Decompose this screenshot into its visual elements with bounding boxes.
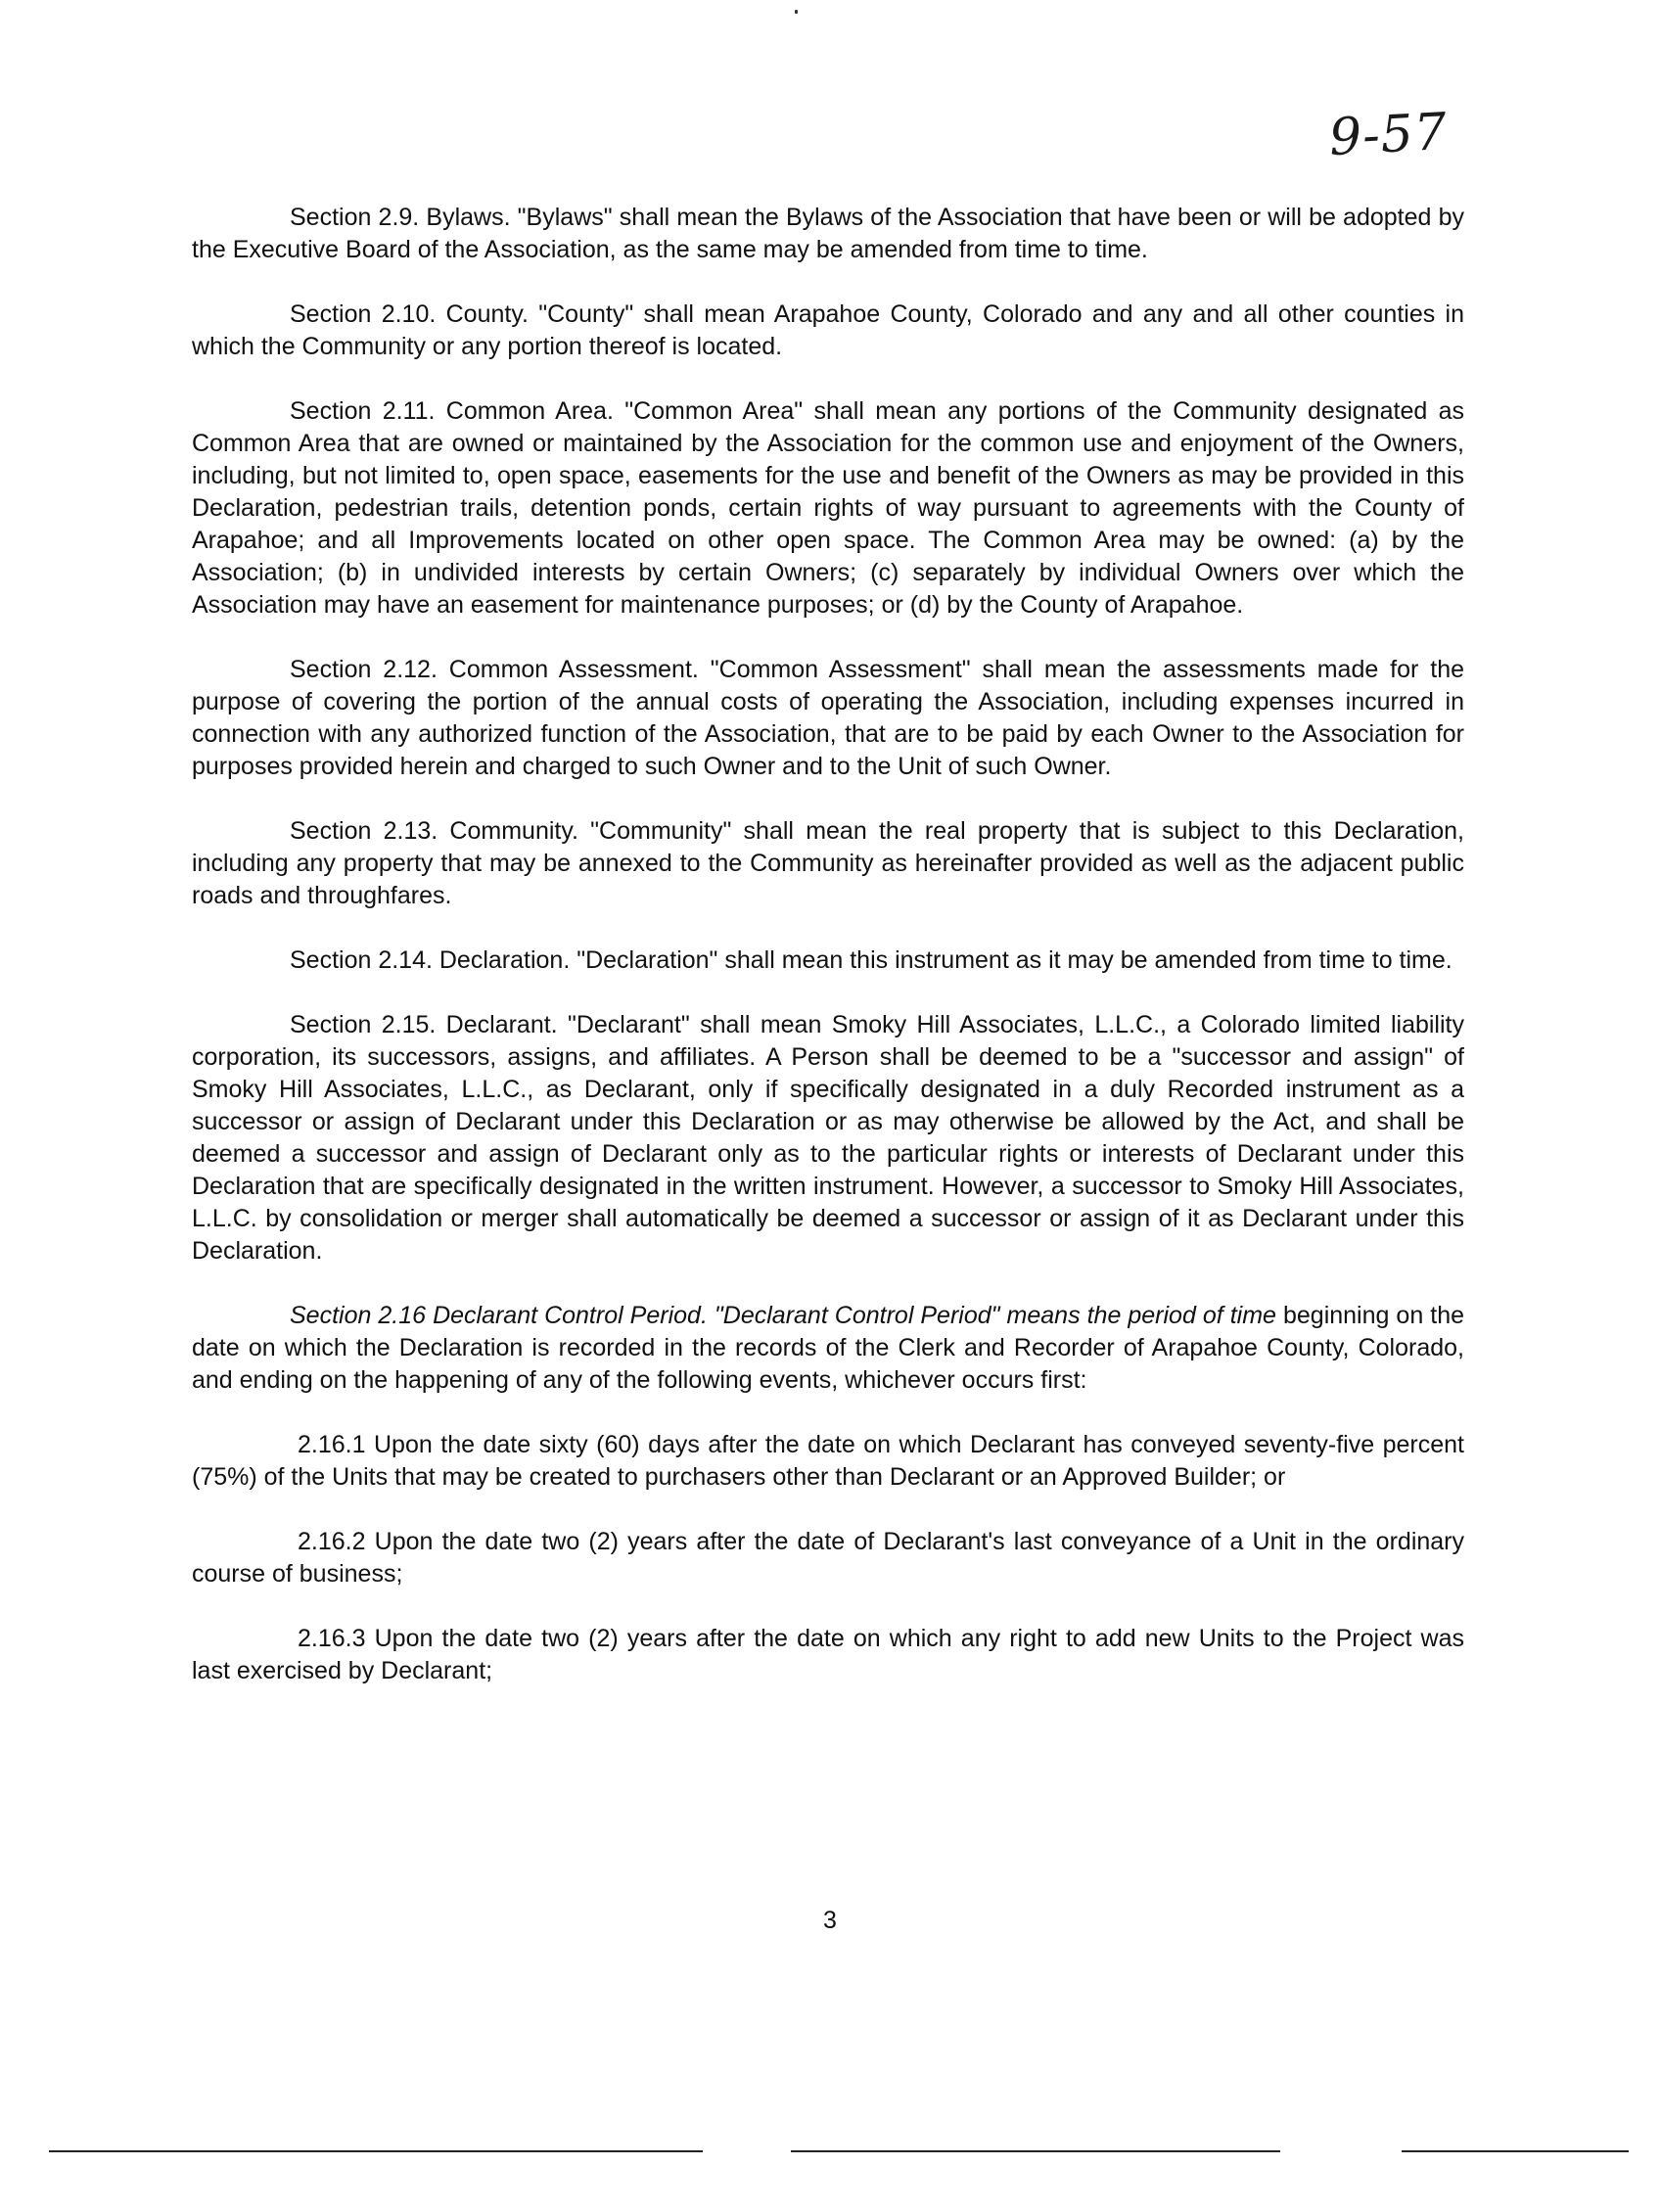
subsection-number: 2.16.3 <box>298 1625 366 1652</box>
section-text: "Common Assessment" shall mean the assessments made for the purpose of covering the portion of the annual costs of operating the Association, including expenses incurred in connection with any authorized function of the Association, that are to be paid by each Owner to the Association for purposes provided herein and charged to such Owner and to the Unit of such Owner. <box>192 656 1465 780</box>
scan-edge-line-center <box>791 2150 1280 2152</box>
section-lead: Section 2.11. Common Area. <box>290 397 614 425</box>
scan-speck <box>795 10 798 14</box>
section-text: "Common Area" shall mean any portions of the Community designated as Common Area that are owned or maintained by the Association for the common use and enjoyment of the Owners, including, but not limited to, open space, easements for the use and benefit of the Owners as may be provided in this Declaration, pedestrian trails, detention ponds, certain rights of way pursuant to agreements with the County of Arapahoe; and all Improvements located on other open space. The Common Area may be owned: (a) by the Association; (b) in undivided interests by certain Owners; (c) separately by individual Owners over which the Association may have an easement for maintenance purposes; or (d) by the County of Arapahoe. <box>192 397 1465 619</box>
document-body <box>192 202 1464 1720</box>
subsection-2-16-1 <box>192 1429 1464 1494</box>
section-2-9-bylaws <box>192 202 1464 266</box>
page-number: 3 <box>823 1907 837 1934</box>
section-2-11-common-area <box>192 395 1464 622</box>
handwritten-page-note: 9-57 <box>1327 102 1450 168</box>
section-2-12-common-assessment <box>192 654 1464 783</box>
section-text: beginning on the date on which the Declaration is recorded in the records of the Clerk and Recorder of Arapahoe County, Colorado, and ending on the happening of any of the following events, whichever occurs first: <box>192 1302 1465 1394</box>
section-text: "Bylaws" shall mean the Bylaws of the Association that have been or will be adopted by the Executive Board of the Association, as the same may be amended from time to time. <box>192 204 1464 263</box>
section-text: "Community" shall mean the real property that is subject to this Declaration, including any property that may be annexed to the Community as hereinafter provided as well as the adjacent public roads and throughfares. <box>192 817 1464 909</box>
section-lead: Section 2.10. County. <box>290 300 529 328</box>
section-2-13-community <box>192 815 1464 912</box>
subsection-2-16-3 <box>192 1623 1464 1687</box>
section-text: "Declaration" shall mean this instrument as it may be amended from time to time. <box>570 946 1452 974</box>
subsection-number: 2.16.1 <box>298 1431 366 1458</box>
subsection-number: 2.16.2 <box>298 1528 366 1555</box>
section-lead: Section 2.9. Bylaws. <box>290 204 511 231</box>
section-2-10-county <box>192 299 1464 363</box>
section-lead: Section 2.14. Declaration. <box>290 946 571 974</box>
section-lead: Section 2.13. Community. <box>290 817 578 845</box>
section-2-16-declarant-control-period <box>192 1300 1464 1397</box>
subsection-text: Upon the date sixty (60) days after the date on which Declarant has conveyed seventy-five percent (75%) of the Units that may be created to purchasers other than Declarant or an Approved Builder; or <box>192 1431 1464 1491</box>
subsection-text: Upon the date two (2) years after the date on which any right to add new Units to the Project was last exercised by Declarant; <box>192 1625 1464 1684</box>
section-lead: Section 2.12. Common Assessment. <box>290 656 699 683</box>
section-lead: Section 2.15. Declarant. <box>290 1011 558 1038</box>
subsection-2-16-2 <box>192 1526 1464 1590</box>
section-lead: Section 2.16 Declarant Control Period. "Declarant Control Period" means the period of time <box>290 1302 1276 1329</box>
section-2-15-declarant <box>192 1009 1464 1267</box>
subsection-text: Upon the date two (2) years after the date of Declarant's last conveyance of a Unit in the ordinary course of business; <box>192 1528 1464 1588</box>
scan-edge-line-left <box>49 2150 703 2152</box>
section-text: "Declarant" shall mean Smoky Hill Associates, L.L.C., a Colorado limited liability corporation, its successors, assigns, and affiliates. A Person shall be deemed to be a "successor and assign" of Smoky Hill Associates, L.L.C., as Declarant, only if specifically designated in a duly Recorded instrument as a successor or assign of Declarant under this Declaration or as may otherwise be allowed by the Act, and shall be deemed a successor and assign of Declarant only as to the particular rights or interests of Declarant under this Declaration that are specifically designated in the written instrument. However, a successor to Smoky Hill Associates, L.L.C. by consolidation or merger shall automatically be deemed a successor or assign of it as Declarant under this Declaration. <box>192 1011 1464 1265</box>
section-text: "County" shall mean Arapahoe County, Colorado and any and all other counties in which the Community or any portion thereof is located. <box>192 300 1464 360</box>
scan-edge-line-right <box>1402 2150 1629 2152</box>
section-2-14-declaration <box>192 945 1464 977</box>
